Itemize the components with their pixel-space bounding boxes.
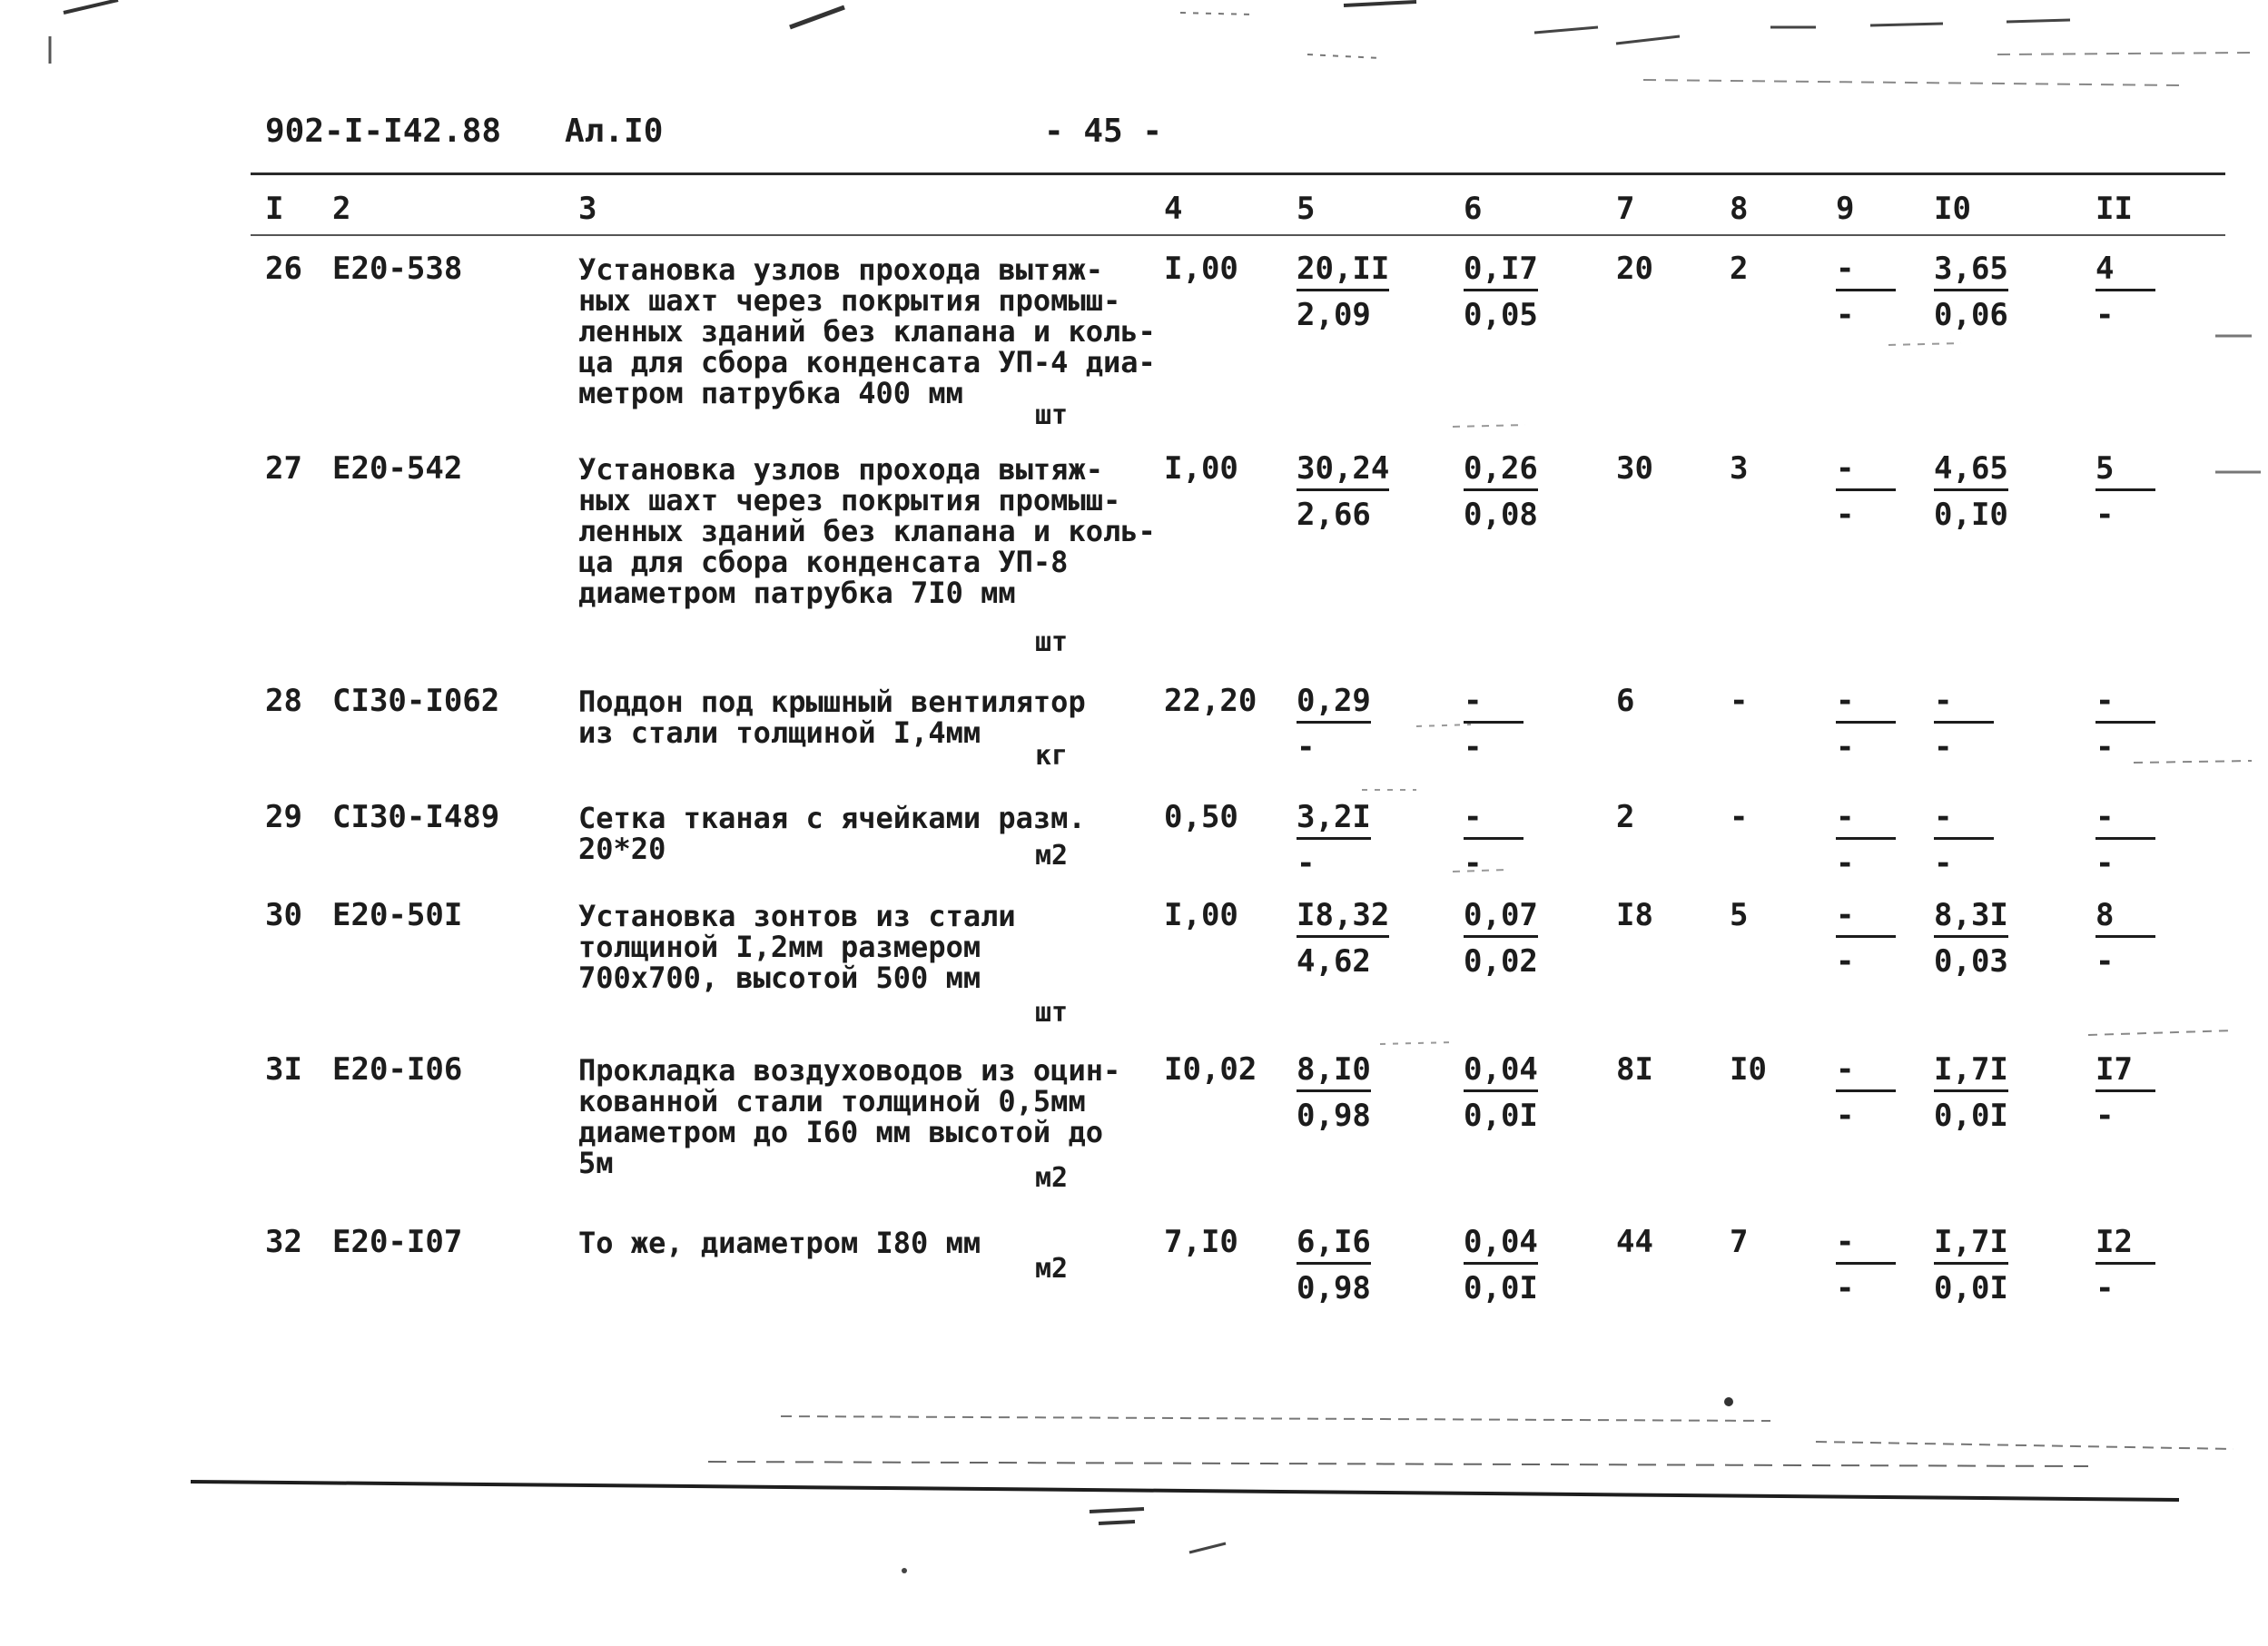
machine-cost-denominator: - bbox=[1836, 1270, 1855, 1306]
row-number: 27 bbox=[265, 450, 302, 487]
labor-hours bbox=[1934, 450, 2008, 533]
labor-hours-numerator: 8,3I bbox=[1934, 897, 2008, 938]
unit-cost bbox=[1297, 897, 1389, 980]
unit-cost-numerator: 0,29 bbox=[1297, 683, 1371, 724]
machine-cost bbox=[1836, 799, 1896, 882]
labor-hours-numerator: 4,65 bbox=[1934, 450, 2008, 491]
unit-cost-numerator: 8,I0 bbox=[1297, 1051, 1371, 1092]
work-description: Установка зонтов из стали толщиной I,2мм размером 700х700, высотой 500 мм bbox=[578, 899, 1016, 995]
rate-code: Е20-542 bbox=[332, 450, 463, 487]
labor-hours-numerator: I,7I bbox=[1934, 1224, 2008, 1265]
labor-hours bbox=[1934, 683, 1994, 765]
unit-of-measure: м2 bbox=[1035, 1162, 1069, 1194]
unit-cost-wages-numerator: - bbox=[1464, 683, 1524, 724]
total-cost: 2 bbox=[1616, 799, 1635, 835]
machine-cost-denominator: - bbox=[1836, 297, 1855, 333]
quantity: I,00 bbox=[1164, 450, 1238, 487]
total-wages: - bbox=[1730, 683, 1749, 719]
machine-cost bbox=[1836, 1051, 1896, 1134]
labor-hours bbox=[1934, 1224, 2008, 1306]
total-cost: 44 bbox=[1616, 1224, 1653, 1260]
unit-cost-wages-numerator: 0,26 bbox=[1464, 450, 1538, 491]
labor-hours-denominator: 0,0I bbox=[1934, 1270, 2008, 1306]
total-labor bbox=[2095, 251, 2155, 333]
labor-hours-numerator: 3,65 bbox=[1934, 251, 2008, 291]
unit-cost-wages-numerator: 0,04 bbox=[1464, 1224, 1538, 1265]
quantity: I,00 bbox=[1164, 251, 1238, 287]
total-labor-denominator: - bbox=[2095, 943, 2115, 980]
unit-cost-denominator: 0,98 bbox=[1297, 1098, 1371, 1134]
machine-cost-numerator: - bbox=[1836, 799, 1896, 840]
unit-cost-numerator: 30,24 bbox=[1297, 450, 1389, 491]
total-wages: 5 bbox=[1730, 897, 1749, 933]
machine-cost bbox=[1836, 1224, 1896, 1306]
rate-code: Е20-I07 bbox=[332, 1224, 463, 1260]
total-wages: 3 bbox=[1730, 450, 1749, 487]
total-labor bbox=[2095, 450, 2155, 533]
unit-of-measure: кг bbox=[1035, 740, 1069, 772]
unit-cost-numerator: 6,I6 bbox=[1297, 1224, 1371, 1265]
quantity: I0,02 bbox=[1164, 1051, 1257, 1088]
labor-hours-numerator: - bbox=[1934, 683, 1994, 724]
unit-cost-wages bbox=[1464, 799, 1524, 882]
labor-hours bbox=[1934, 897, 2008, 980]
page-number: - 45 - bbox=[1044, 113, 1163, 150]
unit-cost bbox=[1297, 450, 1389, 533]
column-number: I bbox=[265, 191, 284, 227]
total-cost: 6 bbox=[1616, 683, 1635, 719]
unit-cost-wages bbox=[1464, 1051, 1538, 1134]
machine-cost-numerator: - bbox=[1836, 1224, 1896, 1265]
row-number: 29 bbox=[265, 799, 302, 835]
work-description: Установка узлов прохода вытяж- ных шахт через покрытия промыш- ленных зданий без клапана и коль- ца для сбора конденсата УП-4 диа- метром патрубка 400 мм bbox=[578, 252, 1156, 410]
work-description: Поддон под крышный вентилятор из стали толщиной I,4мм bbox=[578, 685, 1086, 750]
unit-cost-wages-denominator: 0,0I bbox=[1464, 1098, 1538, 1134]
column-number: 5 bbox=[1297, 191, 1316, 227]
total-cost: 20 bbox=[1616, 251, 1653, 287]
column-number: I0 bbox=[1934, 191, 1971, 227]
total-wages: 2 bbox=[1730, 251, 1749, 287]
total-labor-numerator: - bbox=[2095, 683, 2155, 724]
labor-hours-denominator: - bbox=[1934, 845, 1953, 882]
unit-cost-numerator: 3,2I bbox=[1297, 799, 1371, 840]
unit-cost-denominator: 4,62 bbox=[1297, 943, 1371, 980]
rate-code: СI30-I062 bbox=[332, 683, 500, 719]
rate-code: Е20-I06 bbox=[332, 1051, 463, 1088]
labor-hours-numerator: I,7I bbox=[1934, 1051, 2008, 1092]
total-labor bbox=[2095, 799, 2155, 882]
total-labor-denominator: - bbox=[2095, 729, 2115, 765]
unit-cost-wages-denominator: - bbox=[1464, 845, 1483, 882]
column-number: 4 bbox=[1164, 191, 1183, 227]
column-number: II bbox=[2095, 191, 2133, 227]
unit-cost bbox=[1297, 1051, 1371, 1134]
total-labor-denominator: - bbox=[2095, 297, 2115, 333]
unit-cost-wages-denominator: 0,05 bbox=[1464, 297, 1538, 333]
column-number: 8 bbox=[1730, 191, 1749, 227]
unit-cost-wages bbox=[1464, 1224, 1538, 1306]
total-wages: 7 bbox=[1730, 1224, 1749, 1260]
unit-cost-numerator: I8,32 bbox=[1297, 897, 1389, 938]
unit-cost-wages-numerator: 0,I7 bbox=[1464, 251, 1538, 291]
total-labor-denominator: - bbox=[2095, 1098, 2115, 1134]
total-labor-denominator: - bbox=[2095, 497, 2115, 533]
total-labor-denominator: - bbox=[2095, 1270, 2115, 1306]
quantity: I,00 bbox=[1164, 897, 1238, 933]
machine-cost-numerator: - bbox=[1836, 897, 1896, 938]
total-labor bbox=[2095, 1224, 2155, 1306]
machine-cost-numerator: - bbox=[1836, 450, 1896, 491]
total-cost: 30 bbox=[1616, 450, 1653, 487]
unit-of-measure: м2 bbox=[1035, 840, 1069, 872]
total-labor-numerator: 5 bbox=[2095, 450, 2155, 491]
work-description: Установка узлов прохода вытяж- ных шахт через покрытия промыш- ленных зданий без клапана и коль- ца для сбора конденсата УП-8 диаметром патрубка 7I0 мм bbox=[578, 452, 1156, 610]
row-number: 32 bbox=[265, 1224, 302, 1260]
machine-cost-numerator: - bbox=[1836, 251, 1896, 291]
labor-hours-denominator: 0,06 bbox=[1934, 297, 2008, 333]
work-description: То же, диаметром I80 мм bbox=[578, 1226, 981, 1260]
unit-cost-wages-numerator: - bbox=[1464, 799, 1524, 840]
machine-cost-denominator: - bbox=[1836, 943, 1855, 980]
labor-hours bbox=[1934, 799, 1994, 882]
total-labor-numerator: I7 bbox=[2095, 1051, 2155, 1092]
unit-cost-wages bbox=[1464, 251, 1538, 333]
labor-hours-denominator: 0,I0 bbox=[1934, 497, 2008, 533]
document-code: 902-I-I42.88 bbox=[265, 113, 502, 150]
labor-hours-denominator: 0,0I bbox=[1934, 1098, 2008, 1134]
total-cost: 8I bbox=[1616, 1051, 1653, 1088]
column-number: 2 bbox=[332, 191, 351, 227]
unit-cost-denominator: - bbox=[1297, 845, 1316, 882]
machine-cost bbox=[1836, 251, 1896, 333]
unit-of-measure: шт bbox=[1035, 997, 1069, 1029]
row-number: 3I bbox=[265, 1051, 302, 1088]
labor-hours-denominator: 0,03 bbox=[1934, 943, 2008, 980]
column-number: 6 bbox=[1464, 191, 1483, 227]
total-cost: I8 bbox=[1616, 897, 1653, 933]
unit-cost-wages bbox=[1464, 683, 1524, 765]
work-description: Сетка тканая с ячейками разм. 20*20 bbox=[578, 801, 1086, 866]
total-labor bbox=[2095, 683, 2155, 765]
labor-hours-numerator: - bbox=[1934, 799, 1994, 840]
unit-cost bbox=[1297, 251, 1389, 333]
unit-cost-wages bbox=[1464, 897, 1538, 980]
unit-cost bbox=[1297, 799, 1371, 882]
total-labor-numerator: 8 bbox=[2095, 897, 2155, 938]
machine-cost-denominator: - bbox=[1836, 729, 1855, 765]
quantity: 7,I0 bbox=[1164, 1224, 1238, 1260]
machine-cost-numerator: - bbox=[1836, 1051, 1896, 1092]
machine-cost bbox=[1836, 897, 1896, 980]
total-labor-numerator: I2 bbox=[2095, 1224, 2155, 1265]
column-number: 7 bbox=[1616, 191, 1635, 227]
labor-hours bbox=[1934, 251, 2008, 333]
quantity: 22,20 bbox=[1164, 683, 1257, 719]
total-wages: I0 bbox=[1730, 1051, 1767, 1088]
total-wages: - bbox=[1730, 799, 1749, 835]
unit-cost-denominator: 2,09 bbox=[1297, 297, 1371, 333]
labor-hours bbox=[1934, 1051, 2008, 1134]
unit-cost-wages-denominator: - bbox=[1464, 729, 1483, 765]
header-rule bbox=[251, 172, 2225, 175]
unit-cost-wages-numerator: 0,07 bbox=[1464, 897, 1538, 938]
unit-cost-numerator: 20,II bbox=[1297, 251, 1389, 291]
total-labor-numerator: 4 bbox=[2095, 251, 2155, 291]
unit-cost-wages-denominator: 0,02 bbox=[1464, 943, 1538, 980]
row-number: 30 bbox=[265, 897, 302, 933]
machine-cost-denominator: - bbox=[1836, 845, 1855, 882]
unit-cost-denominator: 2,66 bbox=[1297, 497, 1371, 533]
total-labor-denominator: - bbox=[2095, 845, 2115, 882]
machine-cost-denominator: - bbox=[1836, 1098, 1855, 1134]
rate-code: Е20-50I bbox=[332, 897, 463, 933]
unit-cost-wages bbox=[1464, 450, 1538, 533]
total-labor-numerator: - bbox=[2095, 799, 2155, 840]
unit-of-measure: шт bbox=[1035, 626, 1069, 658]
machine-cost-numerator: - bbox=[1836, 683, 1896, 724]
column-rule bbox=[251, 234, 2225, 236]
sheet-label: Ал.I0 bbox=[565, 113, 664, 150]
column-number: 9 bbox=[1836, 191, 1855, 227]
unit-cost-wages-denominator: 0,08 bbox=[1464, 497, 1538, 533]
unit-cost bbox=[1297, 1224, 1371, 1306]
machine-cost-denominator: - bbox=[1836, 497, 1855, 533]
row-number: 26 bbox=[265, 251, 302, 287]
work-description: Прокладка воздуховодов из оцин- кованной стали толщиной 0,5мм диаметром до I60 мм высотой до 5м bbox=[578, 1053, 1121, 1180]
unit-cost-wages-numerator: 0,04 bbox=[1464, 1051, 1538, 1092]
unit-cost-denominator: - bbox=[1297, 729, 1316, 765]
machine-cost bbox=[1836, 683, 1896, 765]
unit-of-measure: шт bbox=[1035, 399, 1069, 431]
column-number: 3 bbox=[578, 191, 597, 227]
row-number: 28 bbox=[265, 683, 302, 719]
unit-cost-denominator: 0,98 bbox=[1297, 1270, 1371, 1306]
total-labor bbox=[2095, 897, 2155, 980]
total-labor bbox=[2095, 1051, 2155, 1134]
unit-of-measure: м2 bbox=[1035, 1253, 1069, 1285]
unit-cost-wages-denominator: 0,0I bbox=[1464, 1270, 1538, 1306]
quantity: 0,50 bbox=[1164, 799, 1238, 835]
labor-hours-denominator: - bbox=[1934, 729, 1953, 765]
rate-code: Е20-538 bbox=[332, 251, 463, 287]
unit-cost bbox=[1297, 683, 1371, 765]
machine-cost bbox=[1836, 450, 1896, 533]
rate-code: СI30-I489 bbox=[332, 799, 500, 835]
